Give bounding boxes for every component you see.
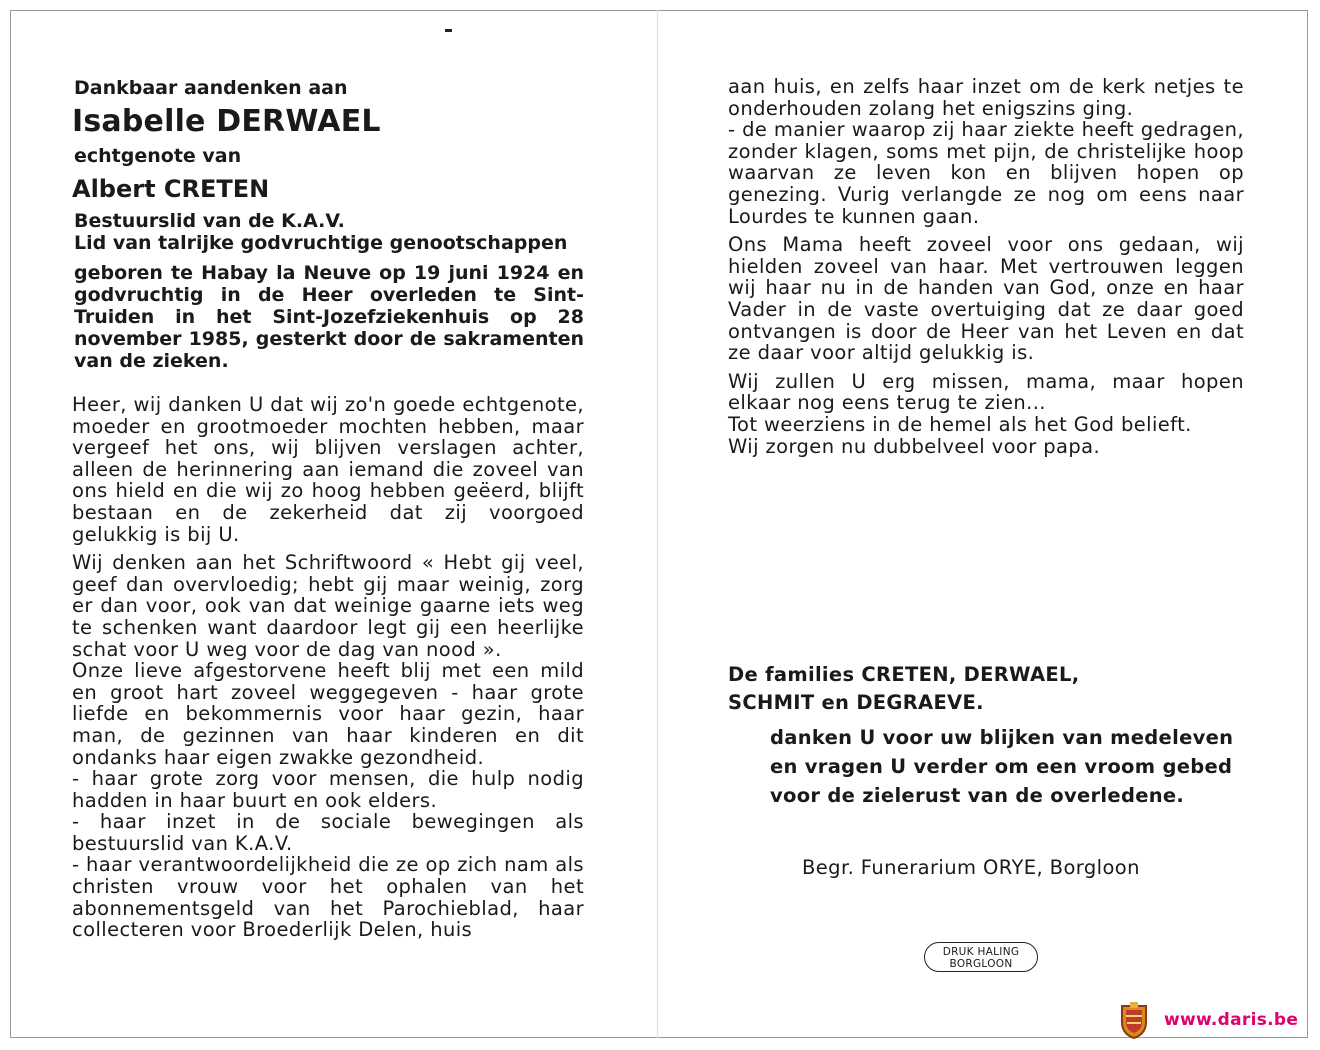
funeral-home: Begr. Funerarium ORYE, Borgloon [802, 856, 1140, 880]
printer-town: BORGLOON [949, 958, 1013, 970]
watermark-url[interactable]: www.daris.be [1164, 1010, 1299, 1030]
prayer-paragraph: - haar inzet in de sociale bewegingen als bestuurslid van K.A.V. [72, 810, 584, 855]
prayer-paragraph: Ons Mama heeft zoveel voor ons gedaan, wij hielden zoveel van haar. Met vertrouwen leggen wij haar nu in de handen van God, onze en haar Vader in de vaste overtuiging dat ze daar goed ontvangen is door de Heer van het Leven en dat ze daar voor altijd gelukkig is. [728, 233, 1244, 365]
prayer-paragraph: Wij zorgen nu dubbelveel voor papa. [728, 434, 1101, 458]
prayer-paragraph: - haar verantwoordelijkheid die ze op zich nam als christen vrouw voor het ophalen van het abonnementsgeld van het Parochieblad, haar collecteren voor Broederlijk Delen, huis [72, 853, 584, 942]
families-line: SCHMIT en DEGRAEVE. [728, 691, 984, 715]
families-thanks: danken U voor uw blijken van medeleven en vragen U verder om een vroom gebed voor de zielerust van de overledene. [770, 726, 1234, 808]
prayer-paragraph: Onze lieve afgestorvene heeft blij met een mild en groot hart zoveel weggegeven - haar grote liefde en bekommernis voor haar gezin, haar man, de gezinnen van haar kinderen en dit ondanks haar eigen zwakke gezondheid. [72, 659, 584, 769]
role-line: Bestuurslid van de K.A.V. [74, 210, 345, 232]
prayer-paragraph: - de manier waarop zij haar ziekte heeft gedragen, zonder klagen, soms met pijn, de christelijke hoop waarvan ze leven kon en blijven hopen op genezing. Vurig verlangde ze nog om eens naar Lourdes te kunnen gaan. [728, 118, 1244, 228]
birth-death-details: geboren te Habay la Neuve op 19 juni 1924 en godvruchtig in de Heer overleden te Sint-Truiden in het Sint-Jozefziekenhuis op 28 november 1985, gesterkt door de sakramenten van de zieken. [74, 262, 584, 372]
printer-name: DRUK HALING [942, 946, 1020, 958]
families-block [728, 661, 1244, 717]
prayer-paragraph: aan huis, en zelfs haar inzet om de kerk netjes te onderhouden zolang het enigszins ging. [728, 75, 1244, 120]
prayer-paragraph: Tot weerziens in de hemel als het God belieft. [728, 412, 1192, 436]
print-mark [445, 29, 452, 32]
spouse-intro: echtgenote van [74, 145, 242, 167]
prayer-paragraph: - haar grote zorg voor mensen, die hulp nodig hadden in haar buurt en ook elders. [72, 767, 584, 812]
right-page [728, 76, 1244, 880]
card-fold-line [657, 10, 658, 1038]
spouse-name: Albert CRETEN [72, 175, 270, 203]
prayer-paragraph: Wij denken aan het Schriftwoord « Hebt gij veel, geef dan overvloedig; hebt gij maar weinig, zorg er dan voor, ook van dat weinige gaarne iets weg te schenken want daardoor legt gij een heerlijke schat voor U weg voor de dag van nood ». [72, 551, 584, 661]
role-line: Lid van talrijke godvruchtige genootschappen [74, 232, 568, 254]
prayer-paragraph: Wij zullen U erg missen, mama, maar hopen elkaar nog eens terug te zien... [728, 369, 1244, 415]
crest-icon [1116, 1000, 1152, 1040]
left-page [72, 76, 584, 941]
families-line: De families CRETEN, DERWAEL, [728, 663, 1080, 687]
intro-heading: Dankbaar aandenken aan [74, 77, 348, 99]
printer-stamp [924, 942, 1038, 972]
prayer-paragraph: Heer, wij danken U dat wij zo'n goede echtgenote, moeder en grootmoeder mochten hebben, maar vergeef het ons, wij blijven verslagen achter, alleen de herinnering aan iemand die zoveel van ons hield en die wij zo hoog hebben geëerd, blijft bestaan en de zekerheid dat zij voorgoed gelukkig is bij U. [72, 393, 584, 546]
deceased-name: Isabelle DERWAEL [72, 104, 381, 139]
